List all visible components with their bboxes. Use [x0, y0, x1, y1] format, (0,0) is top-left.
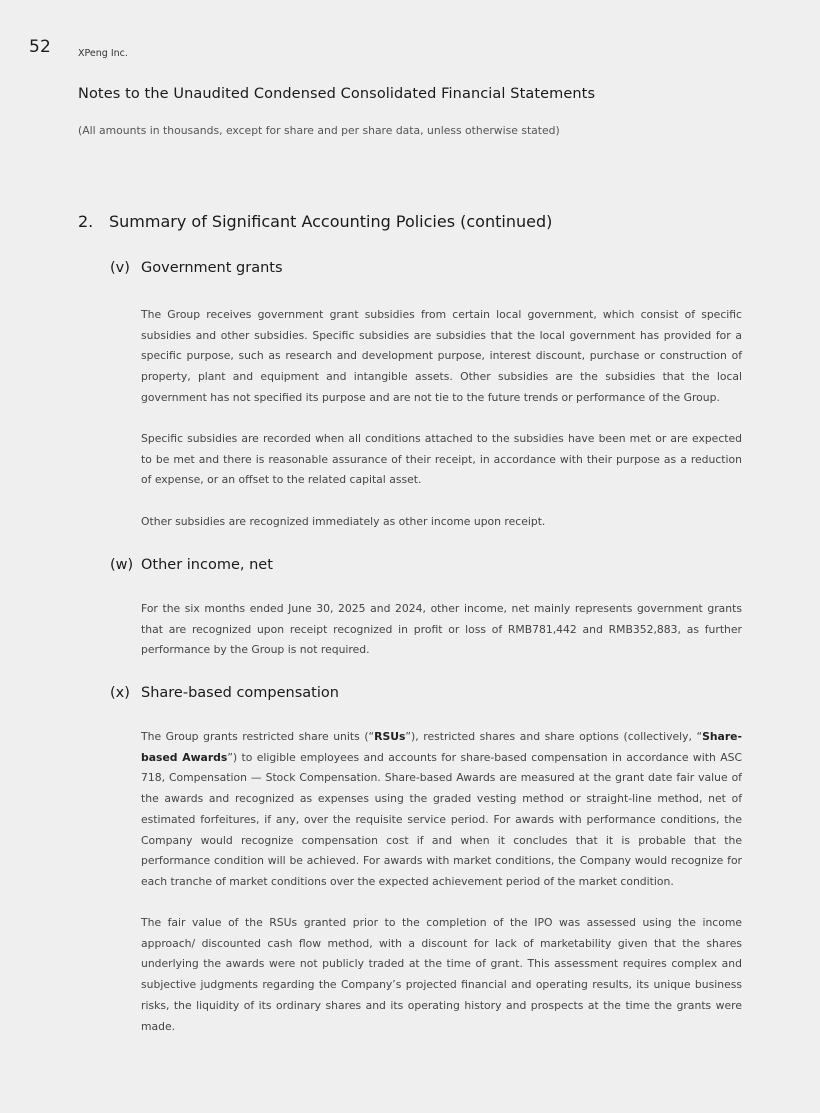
subsection-heading-other-income — [110, 557, 273, 573]
section-number: 2. — [78, 212, 94, 231]
defined-term-rsus: RSUs — [374, 730, 406, 743]
paragraph: The fair value of the RSUs granted prior to the completion of the IPO was assessed using the income approach/ discounted cash flow method, with a discount for lack of marketability given that the shares underlying the awards were not publicly traded at the time of grant. This assessment requires complex and subjective judgments regarding the Company’s projected financial and operating results, its unique business risks, the liquidity of its ordinary shares and its operating history and prospects at the time the grants were made. — [141, 916, 742, 1033]
paragraph: Other subsidies are recognized immediately as other income upon receipt. — [141, 515, 546, 528]
company-name: XPeng Inc. — [78, 48, 128, 59]
paragraph — [141, 727, 742, 893]
paragraph: For the six months ended June 30, 2025 and 2024, other income, net mainly represents government grants that are recognized upon receipt recognized in profit or loss of RMB781,442 and RMB352,883, as further performance by the Group is not required. — [141, 602, 742, 657]
text-run: ”), restricted shares and share options (collectively, “ — [405, 730, 703, 743]
paragraph: Specific subsidies are recorded when all conditions attached to the subsidies have been met or are expected to be met and there is reasonable assurance of their receipt, in accordance with their purpose as a reduction of expense, or an offset to the related capital asset. — [141, 432, 742, 487]
subsection-label: (w) — [110, 557, 134, 573]
defined-term-share-based-awards: Share-based Awards — [141, 730, 742, 764]
section-heading — [78, 212, 552, 231]
subsection-title: Share-based compensation — [141, 685, 339, 701]
section-title: Summary of Significant Accounting Policies (continued) — [109, 212, 553, 231]
subsection-label: (x) — [110, 685, 130, 701]
subsection-title: Other income, net — [141, 557, 273, 573]
paragraph: The Group receives government grant subsidies from certain local government, which consist of specific subsidies and other subsidies. Specific subsidies are subsidies that the local government has provided for a specific purpose, such as research and development purpose, interest discount, purchase or construction of property, plant and equipment and intangible assets. Other subsidies are the subsidies that the local government has not specified its purpose and are not tie to the future trends or performance of the Group. — [141, 308, 742, 404]
subsection-heading-share-based-compensation — [110, 685, 339, 701]
subsection-title: Government grants — [141, 260, 283, 276]
document-title: Notes to the Unaudited Condensed Consolidated Financial Statements — [78, 86, 596, 102]
subsection-heading-government-grants — [110, 260, 283, 276]
page-number: 52 — [29, 37, 52, 57]
text-run: ”) to eligible employees and accounts for share-based compensation in accordance with ASC 718, Compensation — Stock Compensation. Share-based Awards are measured at the grant date fair value of the awards and recognized as expenses using the graded vesting method or straight-line method, net of estimated forfeitures, if any, over the requisite service period. For awards with performance conditions, the Company would recognize compensation cost if and when it concludes that it is probable that the performance condition will be achieved. For awards with market conditions, the Company would recognize for each tranche of market conditions over the expected achievement period of the market condition. — [141, 750, 742, 888]
text-run: The Group grants restricted share units (“ — [141, 730, 375, 743]
subsection-label: (v) — [110, 260, 130, 276]
document-subtitle: (All amounts in thousands, except for share and per share data, unless otherwise stated) — [78, 124, 560, 137]
